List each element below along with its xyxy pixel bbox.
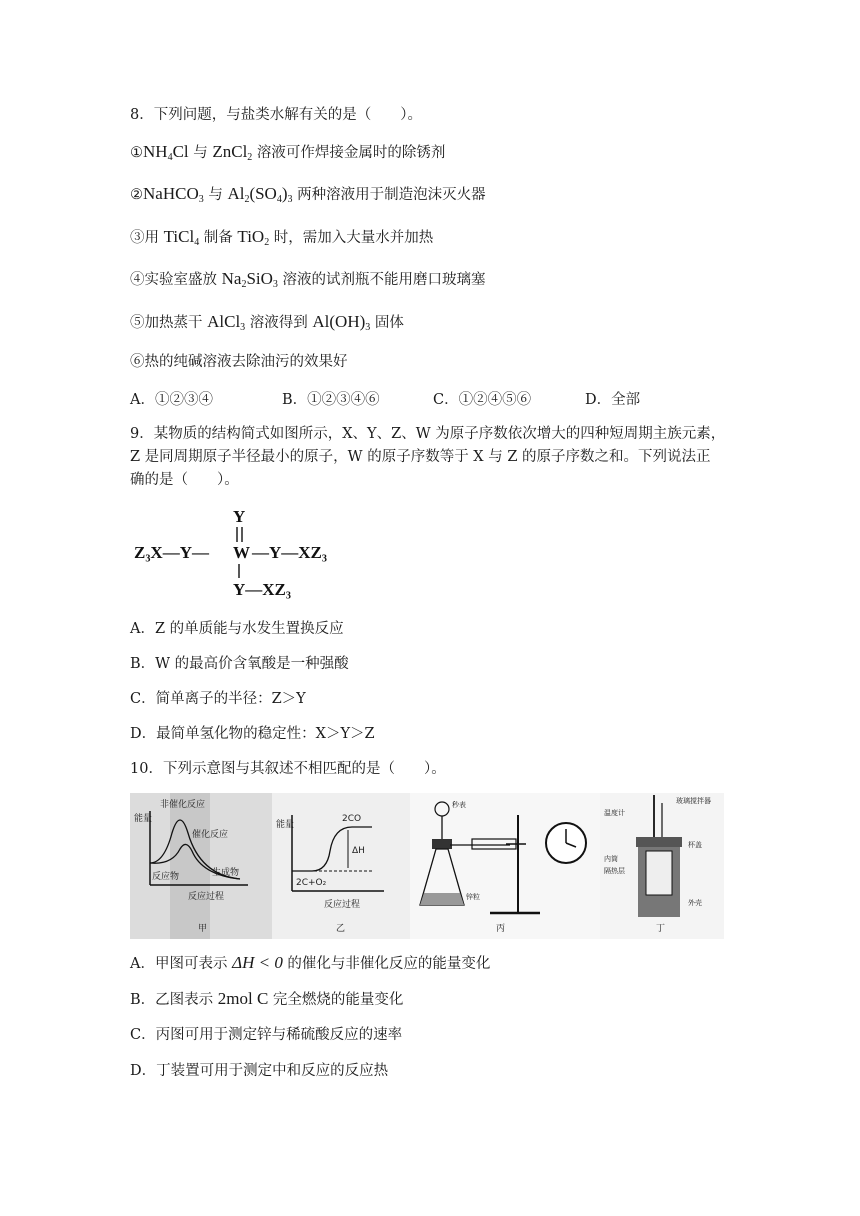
structure-left-group: Z₃X—Y—	[134, 543, 209, 562]
bing-caption: 丙	[496, 924, 506, 934]
jia-xlabel: 反应过程	[188, 892, 225, 902]
ding-label-lid: 杯盖	[688, 841, 702, 849]
q8-option-a: A．①②③④	[130, 392, 213, 408]
bing-label-zinc: 锌粒	[466, 893, 480, 901]
q9-stem-1: 9．某物质的结构简式如图所示，X、Y、Z、W 为原子序数依次增大的四种短周期主族元素，	[130, 426, 726, 442]
structure-right-group: —Y—XZ₃	[252, 543, 327, 562]
q8-item-4: ④实验室盛放 $Na_2SiO_3$ 溶液的试剂瓶不能用磨口玻璃塞	[130, 269, 486, 290]
q8-option-b: B．①②③④⑥	[282, 392, 380, 408]
jia-label-reactants: 反应物	[152, 872, 180, 882]
yi-label-bottom: 2C+O₂	[296, 878, 327, 888]
structure-bottom-group: Y—XZ₃	[233, 580, 291, 599]
q10-option-a: A．甲图可表示 ΔH < 0 的催化与非催化反应的能量变化	[130, 953, 491, 972]
structure-center-atom: W	[233, 543, 250, 562]
yi-caption: 乙	[336, 924, 346, 934]
ding-label-stirrer: 玻璃搅拌器	[676, 797, 711, 805]
q8-option-c: C．①②④⑤⑥	[433, 392, 532, 408]
figure-yi	[272, 793, 410, 939]
q10-stem: 10．下列示意图与其叙述不相匹配的是（ ）。	[130, 761, 446, 777]
structure-formula	[130, 502, 370, 606]
yi-label-top: 2CO	[342, 814, 362, 824]
ding-label-inner: 内筒	[604, 855, 618, 863]
figure-jia	[130, 793, 272, 939]
q8-item-5: ⑤加热蒸干 AlCl$_3$ 溶液得到 $Al(OH)_3$ 固体	[130, 312, 404, 333]
q9-stem-3: 确的是（ ）。	[130, 472, 239, 488]
jia-label-products: 生成物	[212, 868, 240, 878]
yi-label-dh: ΔH	[352, 846, 365, 856]
q8-item-3: ③用 TiCl$_4$ 制备 TiO$_2$ 时，需加入大量水并加热	[130, 227, 434, 248]
figure-ding	[600, 793, 724, 939]
q9-option-a: A．Z 的单质能与水发生置换反应	[130, 621, 344, 637]
jia-label-uncatalyzed: 非催化反应	[160, 800, 206, 810]
q9-option-d: D．最简单氢化物的稳定性：X＞Y＞Z	[130, 726, 375, 742]
q8-item-1: $①NH_4Cl$ 与 ZnCl$_2$ 溶液可作焊接金属时的除锈剂	[130, 142, 446, 163]
structure-top-atom: Y	[233, 507, 246, 526]
q9-option-b: B．W 的最高价含氧酸是一种强酸	[130, 656, 349, 672]
ding-label-insulation: 隔热层	[604, 867, 625, 875]
figure-bing	[410, 793, 600, 939]
ding-label-thermometer: 温度计	[604, 809, 625, 817]
jia-caption: 甲	[198, 924, 208, 934]
jia-label-catalyzed: 催化反应	[192, 830, 229, 840]
yi-ylabel: 能量	[276, 820, 295, 830]
q8-item-6: ⑥热的纯碱溶液去除油污的效果好	[130, 354, 348, 370]
q10-option-b: B．乙图表示 2mol C 完全燃烧的能量变化	[130, 989, 404, 1008]
yi-xlabel: 反应过程	[324, 900, 361, 910]
q9-stem-2: Z 是同周期原子半径最小的原子，W 的原子序数等于 X 与 Z 的原子序数之和。下列说法正	[130, 449, 711, 465]
ding-label-shell: 外壳	[688, 899, 702, 907]
q10-option-c: C．丙图可用于测定锌与稀硫酸反应的速率	[130, 1027, 403, 1043]
q8-option-d: D．全部	[585, 392, 641, 408]
ding-caption: 丁	[656, 924, 666, 934]
q8-item-2: ②NaHCO$_3$ 与 $Al_2(SO_4)_3$ 两种溶液用于制造泡沫灭火器	[130, 184, 486, 205]
jia-ylabel: 能量	[134, 814, 153, 824]
bing-label-stopwatch: 秒表	[452, 801, 466, 809]
q9-option-c: C．简单离子的半径：Z＞Y	[130, 691, 306, 707]
q10-option-d: D．丁装置可用于测定中和反应的反应热	[130, 1063, 389, 1079]
q8-stem: 8．下列问题，与盐类水解有关的是（ ）。	[130, 107, 422, 123]
